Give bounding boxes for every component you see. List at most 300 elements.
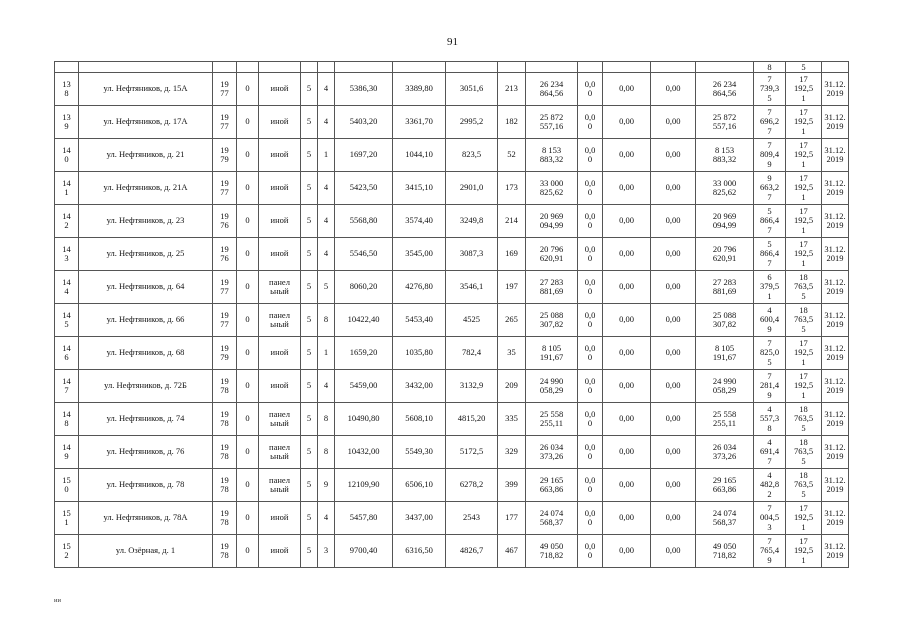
- cell-value-1: 0,00: [603, 535, 651, 568]
- page-number: 91: [447, 36, 458, 48]
- cell-date: 31.12. 2019: [822, 436, 849, 469]
- cell-cost-total: 26 234 864,56: [526, 73, 578, 106]
- cell-area-total: 8060,20: [335, 271, 393, 304]
- cell-specific-cost: 5 866,4 7: [754, 238, 786, 271]
- cell-zero-2: 0,0 0: [578, 205, 603, 238]
- cell-zero-2: 0,0 0: [578, 469, 603, 502]
- cell-floors: 5: [301, 73, 318, 106]
- table-cell: [213, 62, 237, 73]
- table-cell: [79, 62, 213, 73]
- cell-max-cost: 17 192,5 1: [786, 535, 822, 568]
- cell-number: 14 4: [55, 271, 79, 304]
- cell-wall-material: панел ьный: [259, 271, 301, 304]
- cell-area-total: 5546,50: [335, 238, 393, 271]
- table-cell: [446, 62, 498, 73]
- cell-area-premises: 4276,80: [393, 271, 446, 304]
- cell-specific-cost: 7 281,4 9: [754, 370, 786, 403]
- cell-value-1: 0,00: [603, 436, 651, 469]
- cell-date: 31.12. 2019: [822, 403, 849, 436]
- cell-cost-total: 49 050 718,82: [526, 535, 578, 568]
- table-cell: [55, 62, 79, 73]
- cell-zero: 0: [237, 139, 259, 172]
- cell-zero-2: 0,0 0: [578, 436, 603, 469]
- cell-number: 14 7: [55, 370, 79, 403]
- cell-year: 19 77: [213, 73, 237, 106]
- cell-year: 19 76: [213, 205, 237, 238]
- cell-floors: 5: [301, 139, 318, 172]
- cell-area-premises: 5549,30: [393, 436, 446, 469]
- cell-zero: 0: [237, 337, 259, 370]
- cell-value-1: 0,00: [603, 370, 651, 403]
- cell-area-total: 5459,00: [335, 370, 393, 403]
- cell-specific-cost: 7 765,4 9: [754, 535, 786, 568]
- cell-entrances: 1: [318, 139, 335, 172]
- cell-specific-cost: 7 825,0 5: [754, 337, 786, 370]
- cell-address: ул. Нефтяников, д. 23: [79, 205, 213, 238]
- cell-year: 19 77: [213, 172, 237, 205]
- cell-zero-2: 0,0 0: [578, 403, 603, 436]
- table-cell: [335, 62, 393, 73]
- cell-entrances: 8: [318, 403, 335, 436]
- cell-cost-total: 25 872 557,16: [526, 106, 578, 139]
- cell-value-2: 0,00: [651, 469, 696, 502]
- cell-number: 15 2: [55, 535, 79, 568]
- cell-wall-material: иной: [259, 502, 301, 535]
- cell-area-residential: 2901,0: [446, 172, 498, 205]
- cell-value-2: 0,00: [651, 535, 696, 568]
- cell-number: 14 0: [55, 139, 79, 172]
- cell-area-residential: 4525: [446, 304, 498, 337]
- cell-floors: 5: [301, 535, 318, 568]
- cell-floors: 5: [301, 271, 318, 304]
- cell-address: ул. Нефтяников, д. 78А: [79, 502, 213, 535]
- cell-year: 19 77: [213, 106, 237, 139]
- cell-wall-material: иной: [259, 172, 301, 205]
- cell-entrances: 4: [318, 106, 335, 139]
- table-row: [55, 370, 849, 403]
- cell-max-cost: 17 192,5 1: [786, 139, 822, 172]
- table-row: [55, 172, 849, 205]
- cell-address: ул. Нефтяников, д. 17А: [79, 106, 213, 139]
- cell-area-premises: 3437,00: [393, 502, 446, 535]
- cell-value-2: 0,00: [651, 271, 696, 304]
- cell-zero-2: 0,0 0: [578, 238, 603, 271]
- cell-max-cost: 17 192,5 1: [786, 502, 822, 535]
- cell-cost-total: 24 990 058,29: [526, 370, 578, 403]
- cell-area-premises: 1035,80: [393, 337, 446, 370]
- cell-residents: 197: [498, 271, 526, 304]
- cell-area-residential: 3249,8: [446, 205, 498, 238]
- cell-wall-material: иной: [259, 370, 301, 403]
- cell-area-total: 5386,30: [335, 73, 393, 106]
- cell-number: 14 1: [55, 172, 79, 205]
- cell-wall-material: панел ьный: [259, 436, 301, 469]
- cell-address: ул. Нефтяников, д. 66: [79, 304, 213, 337]
- cell-value-1: 0,00: [603, 139, 651, 172]
- cell-wall-material: панел ьный: [259, 469, 301, 502]
- cell-floors: 5: [301, 403, 318, 436]
- cell-area-residential: 3051,6: [446, 73, 498, 106]
- cell-area-residential: 3132,9: [446, 370, 498, 403]
- cell-zero: 0: [237, 403, 259, 436]
- cell-zero-2: 0,0 0: [578, 271, 603, 304]
- cell-residents: 182: [498, 106, 526, 139]
- cell-entrances: 4: [318, 205, 335, 238]
- cell-floors: 5: [301, 238, 318, 271]
- cell-entrances: 4: [318, 238, 335, 271]
- cell-year: 19 78: [213, 535, 237, 568]
- cell-wall-material: иной: [259, 106, 301, 139]
- cell-entrances: 8: [318, 436, 335, 469]
- cell-specific-cost: 7 739,3 5: [754, 73, 786, 106]
- cell-date: 31.12. 2019: [822, 535, 849, 568]
- cell-residents: 177: [498, 502, 526, 535]
- cell-year: 19 78: [213, 370, 237, 403]
- cell-date: 31.12. 2019: [822, 304, 849, 337]
- cell-max-cost: 18 763,5 5: [786, 469, 822, 502]
- cell-zero: 0: [237, 370, 259, 403]
- cell-cost-owners: 24 990 058,29: [696, 370, 754, 403]
- cell-area-premises: 3361,70: [393, 106, 446, 139]
- cell-year: 19 78: [213, 502, 237, 535]
- cell-zero: 0: [237, 172, 259, 205]
- table-cell: [237, 62, 259, 73]
- cell-value-1: 0,00: [603, 172, 651, 205]
- cell-date: 31.12. 2019: [822, 238, 849, 271]
- cell-date: 31.12. 2019: [822, 205, 849, 238]
- cell-number: 14 2: [55, 205, 79, 238]
- cell-area-premises: 6316,50: [393, 535, 446, 568]
- cell-zero: 0: [237, 502, 259, 535]
- cell-zero-2: 0,0 0: [578, 502, 603, 535]
- cell-value-1: 0,00: [603, 106, 651, 139]
- cell-cost-total: 29 165 663,86: [526, 469, 578, 502]
- table-cell: [578, 62, 603, 73]
- cell-value-2: 0,00: [651, 403, 696, 436]
- cell-area-total: 5457,80: [335, 502, 393, 535]
- cell-max-cost: 18 763,5 5: [786, 403, 822, 436]
- cell-area-premises: 3574,40: [393, 205, 446, 238]
- cell-number: 14 5: [55, 304, 79, 337]
- cell-date: 31.12. 2019: [822, 337, 849, 370]
- cell-area-premises: 5453,40: [393, 304, 446, 337]
- table-row: [55, 469, 849, 502]
- cell-value-1: 0,00: [603, 502, 651, 535]
- cell-cost-owners: 26 234 864,56: [696, 73, 754, 106]
- table-row: [55, 535, 849, 568]
- cell-value-2: 0,00: [651, 139, 696, 172]
- cell-cost-owners: 49 050 718,82: [696, 535, 754, 568]
- cell-cost-owners: 25 872 557,16: [696, 106, 754, 139]
- cell-year: 19 78: [213, 436, 237, 469]
- cell-cost-total: 33 000 825,62: [526, 172, 578, 205]
- cell-area-total: 10432,00: [335, 436, 393, 469]
- table-row: [55, 238, 849, 271]
- cell-cost-owners: 33 000 825,62: [696, 172, 754, 205]
- cell-residents: 467: [498, 535, 526, 568]
- cell-floors: 5: [301, 205, 318, 238]
- cell-specific-cost: 4 691,4 7: [754, 436, 786, 469]
- cell-floors: 5: [301, 436, 318, 469]
- cell-value-1: 0,00: [603, 403, 651, 436]
- cell-address: ул. Нефтяников, д. 78: [79, 469, 213, 502]
- cell-specific-cost: 9 663,2 7: [754, 172, 786, 205]
- cell-residents: 52: [498, 139, 526, 172]
- cell-max-cost: 18 763,5 5: [786, 271, 822, 304]
- cell-entrances: 9: [318, 469, 335, 502]
- cell-floors: 5: [301, 337, 318, 370]
- cell-area-residential: 4815,20: [446, 403, 498, 436]
- cell-area-total: 10490,80: [335, 403, 393, 436]
- cell-wall-material: панел ьный: [259, 304, 301, 337]
- cell-address: ул. Нефтяников, д. 68: [79, 337, 213, 370]
- cell-zero-2: 0,0 0: [578, 106, 603, 139]
- cell-area-residential: 4826,7: [446, 535, 498, 568]
- cell-date: 31.12. 2019: [822, 370, 849, 403]
- housing-register-table: [54, 61, 849, 568]
- cell-value-2: 0,00: [651, 502, 696, 535]
- cell-cost-total: 26 034 373,26: [526, 436, 578, 469]
- cell-area-residential: 3546,1: [446, 271, 498, 304]
- cell-specific-cost: 7 809,4 9: [754, 139, 786, 172]
- cell-max-cost: 17 192,5 1: [786, 238, 822, 271]
- table-cell: [318, 62, 335, 73]
- cell-floors: 5: [301, 172, 318, 205]
- cell-specific-cost: 6 379,5 1: [754, 271, 786, 304]
- cell-area-premises: 1044,10: [393, 139, 446, 172]
- cell-max-cost: 17 192,5 1: [786, 337, 822, 370]
- cell-max-cost: 17 192,5 1: [786, 73, 822, 106]
- table-cell: [498, 62, 526, 73]
- cell-value-2: 0,00: [651, 436, 696, 469]
- cell-zero: 0: [237, 436, 259, 469]
- table-row: [55, 139, 849, 172]
- cell-residents: 213: [498, 73, 526, 106]
- table-cell-max: 5: [786, 62, 822, 73]
- cell-number: 15 1: [55, 502, 79, 535]
- cell-area-premises: 6506,10: [393, 469, 446, 502]
- cell-entrances: 4: [318, 370, 335, 403]
- cell-cost-owners: 26 034 373,26: [696, 436, 754, 469]
- cell-value-2: 0,00: [651, 172, 696, 205]
- table-row: [55, 337, 849, 370]
- cell-area-total: 1659,20: [335, 337, 393, 370]
- cell-area-residential: 3087,3: [446, 238, 498, 271]
- cell-wall-material: иной: [259, 73, 301, 106]
- cell-zero: 0: [237, 304, 259, 337]
- cell-zero: 0: [237, 238, 259, 271]
- cell-area-total: 5423,50: [335, 172, 393, 205]
- footer-note: ии: [54, 597, 61, 604]
- table-row: [55, 73, 849, 106]
- cell-cost-total: 20 796 620,91: [526, 238, 578, 271]
- cell-cost-total: 8 153 883,32: [526, 139, 578, 172]
- cell-number: 13 9: [55, 106, 79, 139]
- cell-cost-owners: 29 165 663,86: [696, 469, 754, 502]
- cell-floors: 5: [301, 469, 318, 502]
- cell-year: 19 78: [213, 469, 237, 502]
- cell-number: 14 6: [55, 337, 79, 370]
- cell-residents: 35: [498, 337, 526, 370]
- cell-address: ул. Озёрная, д. 1: [79, 535, 213, 568]
- cell-max-cost: 18 763,5 5: [786, 436, 822, 469]
- cell-max-cost: 17 192,5 1: [786, 205, 822, 238]
- cell-zero-2: 0,0 0: [578, 337, 603, 370]
- cell-area-premises: 5608,10: [393, 403, 446, 436]
- cell-floors: 5: [301, 304, 318, 337]
- cell-number: 15 0: [55, 469, 79, 502]
- cell-value-2: 0,00: [651, 205, 696, 238]
- cell-value-1: 0,00: [603, 73, 651, 106]
- table-body: [55, 62, 849, 568]
- cell-cost-total: 8 105 191,67: [526, 337, 578, 370]
- cell-max-cost: 17 192,5 1: [786, 172, 822, 205]
- cell-zero-2: 0,0 0: [578, 535, 603, 568]
- cell-residents: 329: [498, 436, 526, 469]
- cell-floors: 5: [301, 370, 318, 403]
- cell-entrances: 4: [318, 73, 335, 106]
- cell-area-total: 12109,90: [335, 469, 393, 502]
- cell-specific-cost: 5 866,4 7: [754, 205, 786, 238]
- cell-area-total: 5568,80: [335, 205, 393, 238]
- table-cell: [696, 62, 754, 73]
- cell-area-residential: 782,4: [446, 337, 498, 370]
- cell-wall-material: иной: [259, 337, 301, 370]
- cell-entrances: 1: [318, 337, 335, 370]
- cell-cost-owners: 20 969 094,99: [696, 205, 754, 238]
- cell-address: ул. Нефтяников, д. 76: [79, 436, 213, 469]
- cell-date: 31.12. 2019: [822, 139, 849, 172]
- cell-zero: 0: [237, 205, 259, 238]
- cell-value-1: 0,00: [603, 304, 651, 337]
- cell-value-1: 0,00: [603, 469, 651, 502]
- cell-area-residential: 2543: [446, 502, 498, 535]
- table-row: [55, 106, 849, 139]
- cell-area-residential: 823,5: [446, 139, 498, 172]
- cell-address: ул. Нефтяников, д. 72Б: [79, 370, 213, 403]
- table-cell: [651, 62, 696, 73]
- cell-value-2: 0,00: [651, 304, 696, 337]
- cell-date: 31.12. 2019: [822, 502, 849, 535]
- cell-cost-owners: 8 105 191,67: [696, 337, 754, 370]
- cell-year: 19 77: [213, 271, 237, 304]
- cell-specific-cost: 4 482,8 2: [754, 469, 786, 502]
- table-cell: [822, 62, 849, 73]
- cell-cost-total: 20 969 094,99: [526, 205, 578, 238]
- cell-number: 14 8: [55, 403, 79, 436]
- cell-cost-total: 25 088 307,82: [526, 304, 578, 337]
- cell-entrances: 3: [318, 535, 335, 568]
- cell-max-cost: 17 192,5 1: [786, 106, 822, 139]
- cell-zero-2: 0,0 0: [578, 139, 603, 172]
- cell-area-residential: 5172,5: [446, 436, 498, 469]
- cell-entrances: 4: [318, 502, 335, 535]
- cell-value-1: 0,00: [603, 238, 651, 271]
- cell-area-premises: 3389,80: [393, 73, 446, 106]
- cell-cost-owners: 25 558 255,11: [696, 403, 754, 436]
- cell-zero: 0: [237, 271, 259, 304]
- cell-residents: 335: [498, 403, 526, 436]
- cell-zero: 0: [237, 106, 259, 139]
- cell-cost-owners: 24 074 568,37: [696, 502, 754, 535]
- table-cell: [603, 62, 651, 73]
- cell-floors: 5: [301, 502, 318, 535]
- cell-entrances: 5: [318, 271, 335, 304]
- cell-value-1: 0,00: [603, 271, 651, 304]
- table-row: [55, 304, 849, 337]
- cell-address: ул. Нефтяников, д. 74: [79, 403, 213, 436]
- cell-residents: 169: [498, 238, 526, 271]
- cell-number: 14 3: [55, 238, 79, 271]
- cell-value-2: 0,00: [651, 370, 696, 403]
- cell-entrances: 4: [318, 172, 335, 205]
- cell-floors: 5: [301, 106, 318, 139]
- cell-area-premises: 3415,10: [393, 172, 446, 205]
- cell-date: 31.12. 2019: [822, 172, 849, 205]
- cell-wall-material: иной: [259, 205, 301, 238]
- cell-wall-material: иной: [259, 139, 301, 172]
- cell-address: ул. Нефтяников, д. 21: [79, 139, 213, 172]
- cell-area-residential: 2995,2: [446, 106, 498, 139]
- cell-date: 31.12. 2019: [822, 106, 849, 139]
- table-cell: [259, 62, 301, 73]
- cell-specific-cost: 7 004,5 3: [754, 502, 786, 535]
- cell-area-residential: 6278,2: [446, 469, 498, 502]
- cell-value-2: 0,00: [651, 337, 696, 370]
- cell-value-1: 0,00: [603, 205, 651, 238]
- table-cell-spec: 8: [754, 62, 786, 73]
- cell-wall-material: иной: [259, 535, 301, 568]
- cell-cost-owners: 25 088 307,82: [696, 304, 754, 337]
- cell-address: ул. Нефтяников, д. 21А: [79, 172, 213, 205]
- cell-year: 19 79: [213, 139, 237, 172]
- cell-number: 13 8: [55, 73, 79, 106]
- cell-cost-total: 25 558 255,11: [526, 403, 578, 436]
- cell-residents: 399: [498, 469, 526, 502]
- cell-area-premises: 3432,00: [393, 370, 446, 403]
- cell-area-total: 5403,20: [335, 106, 393, 139]
- cell-cost-owners: 27 283 881,69: [696, 271, 754, 304]
- cell-date: 31.12. 2019: [822, 73, 849, 106]
- cell-value-2: 0,00: [651, 238, 696, 271]
- cell-wall-material: панел ьный: [259, 403, 301, 436]
- cell-zero-2: 0,0 0: [578, 304, 603, 337]
- cell-area-total: 9700,40: [335, 535, 393, 568]
- cell-area-premises: 3545,00: [393, 238, 446, 271]
- table-cell: [301, 62, 318, 73]
- cell-cost-owners: 20 796 620,91: [696, 238, 754, 271]
- cell-zero-2: 0,0 0: [578, 370, 603, 403]
- table-cell: [393, 62, 446, 73]
- table-row: [55, 403, 849, 436]
- cell-specific-cost: 7 696,2 7: [754, 106, 786, 139]
- cell-max-cost: 18 763,5 5: [786, 304, 822, 337]
- cell-specific-cost: 4 600,4 9: [754, 304, 786, 337]
- cell-year: 19 78: [213, 403, 237, 436]
- cell-wall-material: иной: [259, 238, 301, 271]
- cell-residents: 265: [498, 304, 526, 337]
- cell-zero: 0: [237, 469, 259, 502]
- cell-value-2: 0,00: [651, 106, 696, 139]
- cell-date: 31.12. 2019: [822, 271, 849, 304]
- cell-address: ул. Нефтяников, д. 15А: [79, 73, 213, 106]
- cell-cost-owners: 8 153 883,32: [696, 139, 754, 172]
- cell-address: ул. Нефтяников, д. 25: [79, 238, 213, 271]
- cell-zero-2: 0,0 0: [578, 73, 603, 106]
- cell-value-1: 0,00: [603, 337, 651, 370]
- cell-year: 19 79: [213, 337, 237, 370]
- cell-number: 14 9: [55, 436, 79, 469]
